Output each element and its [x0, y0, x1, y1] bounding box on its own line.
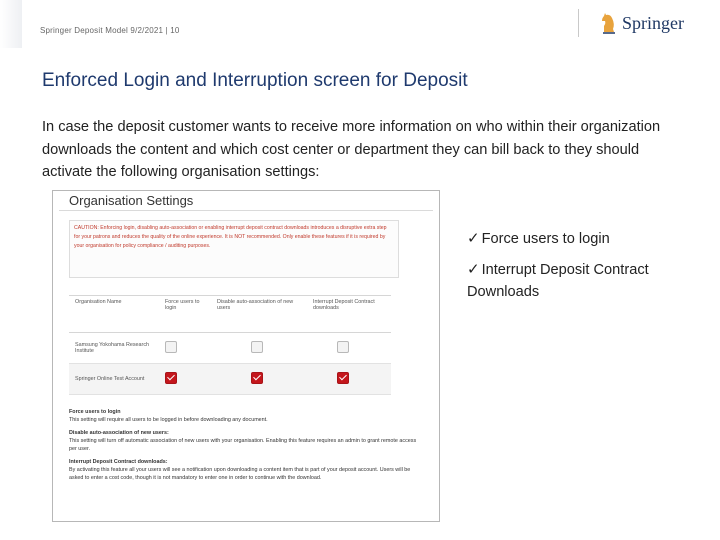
description-heading: Interrupt Deposit Contract downloads: — [69, 459, 168, 465]
interrupt-downloads-checkbox[interactable] — [337, 341, 349, 353]
force-login-checkbox[interactable] — [165, 341, 177, 353]
table-header-row — [69, 296, 391, 333]
description-heading: Force users to login — [69, 409, 121, 415]
description-text: By activating this feature all your users will see a notification upon downloading a content item that is part of your deposit account. Users will be asked to enter a cost code, though it is not mandatory to enter one in order to continue with the download. — [69, 467, 411, 481]
logo-wordmark: Springer — [622, 12, 684, 33]
col-disable-auto-association: Disable auto-association of new users — [211, 296, 307, 333]
col-force-login: Force users to login — [159, 296, 211, 333]
disable-auto-association-checkbox[interactable] — [251, 341, 263, 353]
springer-logo — [599, 12, 684, 34]
description-text: This setting will turn off automatic association of new users with your organisation. Enabling this feature requires an admin to grant remote access per user. — [69, 438, 417, 452]
settings-descriptions — [69, 403, 419, 482]
org-name: Springer Online Test Account — [69, 364, 159, 395]
title-rule — [59, 210, 433, 211]
table-row — [69, 364, 391, 395]
header-accent-bar — [0, 0, 22, 48]
slide-title: Enforced Login and Interruption screen for Deposit — [42, 70, 468, 91]
checkmark-icon: ✓ — [467, 261, 480, 278]
bullet-list — [467, 228, 707, 312]
description-heading: Disable auto-association of new users: — [69, 430, 169, 436]
bullet-text: Interrupt Deposit Contract Downloads — [467, 262, 649, 300]
force-login-checkbox[interactable] — [165, 372, 177, 384]
table-row — [69, 333, 391, 364]
description-text: This setting will require all users to be logged in before downloading any document. — [69, 417, 268, 423]
interrupt-downloads-checkbox[interactable] — [337, 372, 349, 384]
org-name: Samsung Yokohama Research Institute — [69, 333, 159, 364]
chess-knight-icon — [599, 12, 619, 34]
disable-auto-association-checkbox[interactable] — [251, 372, 263, 384]
checkmark-icon: ✓ — [467, 230, 480, 247]
col-organisation-name: Organisation Name — [69, 296, 159, 333]
slide-footer-text: Springer Deposit Model 9/2/2021 | 10 — [40, 26, 180, 35]
settings-table — [69, 295, 391, 395]
col-interrupt-downloads: Interrupt Deposit Contract downloads — [307, 296, 391, 333]
slide-header — [0, 0, 720, 48]
bullet-item — [467, 259, 707, 303]
organisation-settings-screenshot — [52, 190, 440, 522]
caution-box: CAUTION: Enforcing login, disabling auto-association or enabling interrupt deposit contract downloads introduces a disruptive extra step for your patrons and reduces the quality of the online experience. It is NOT recommended. Only enable these features if it is required by your organisation for policy compliance / auditing purposes. — [69, 220, 399, 278]
settings-title: Organisation Settings — [69, 193, 194, 208]
bullet-text: Force users to login — [481, 231, 610, 247]
header-divider — [578, 9, 579, 37]
intro-paragraph: In case the deposit customer wants to receive more information on who within their organization downloads the content and which cost center or department they can bill back to they should activate the following organisation settings: — [42, 119, 661, 180]
bullet-item — [467, 228, 707, 250]
